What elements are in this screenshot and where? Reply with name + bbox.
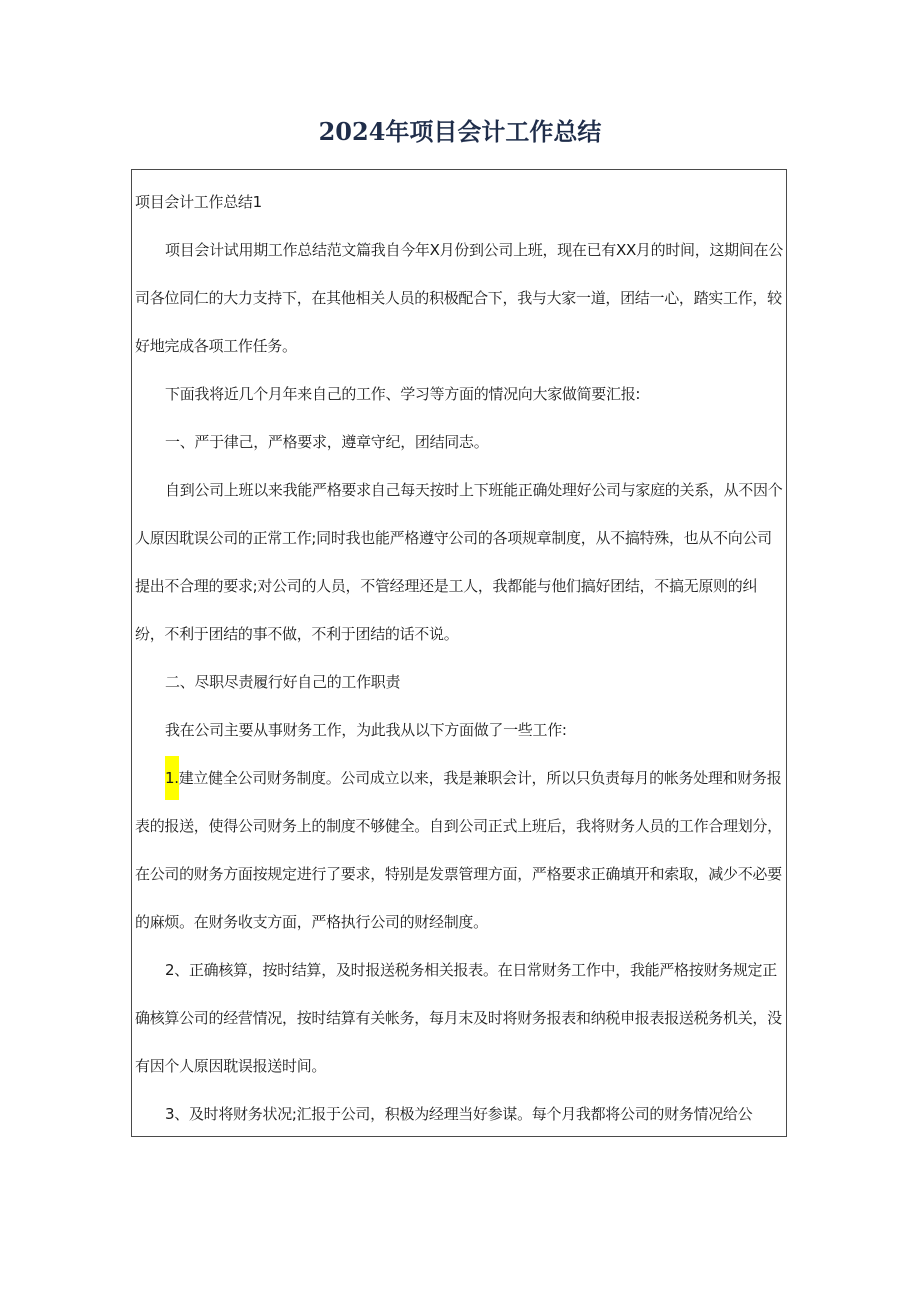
heading-duties: 二、尽职尽责履行好自己的工作职责 [165,673,401,691]
section-title: 项目会计工作总结1 [135,193,262,211]
paragraph-duties-lead: 我在公司主要从事财务工作，为此我从以下方面做了一些工作: [165,721,567,739]
highlight-marker: 1. [165,756,179,800]
paragraph-discipline: 自到公司上班以来我能严格要求自己每天按时上下班能正确处理好公司与家庭的关系，从不因个人原因耽误公司的正常工作;同时我也能严格遵守公司的各项规章制度，从不搞特殊，也从不向公司提出不合理的要求;对公司的人员，不管经理还是工人，我都能与他们搞好团结，不搞无原则的纠纷，不利于团结的事不做，不利于团结的话不说。 [135,481,783,643]
list-item-2: 2、正确核算，按时结算，及时报送税务相关报表。在日常财务工作中，我能严格按财务规定正确核算公司的经营情况，按时结算有关帐务，每月末及时将财务报表和纳税申报表报送税务机关，没有因个人原因耽误报送时间。 [135,961,782,1075]
list-item-1 [135,754,785,946]
document-title: 2024年项目会计工作总结 [318,117,602,146]
paragraph-report-lead: 下面我将近几个月年来自己的工作、学习等方面的情况向大家做简要汇报: [165,385,641,403]
content-body [135,190,785,1137]
list-item-3: 3、及时将财务状况;汇报于公司，积极为经理当好参谋。每个月我都将公司的财务情况给公 [165,1105,753,1123]
paragraph-intro: 项目会计试用期工作总结范文篇我自今年X月份到公司上班，现在已有XX月的时间，这期间在公司各位同仁的大力支持下，在其他相关人员的积极配合下，我与大家一道，团结一心，踏实工作，较好地完成各项工作任务。 [135,241,783,355]
content-box [131,169,787,1137]
heading-discipline: 一、严于律己，严格要求，遵章守纪，团结同志。 [165,433,489,451]
list-item-1-text: 建立健全公司财务制度。公司成立以来，我是兼职会计，所以只负责每月的帐务处理和财务报表的报送，使得公司财务上的制度不够健全。自到公司正式上班后，我将财务人员的工作合理划分，在公司的财务方面按规定进行了要求，特别是发票管理方面，严格要求正确填开和索取，减少不必要的麻烦。在财务收支方面，严格执行公司的财经制度。 [135,769,782,931]
